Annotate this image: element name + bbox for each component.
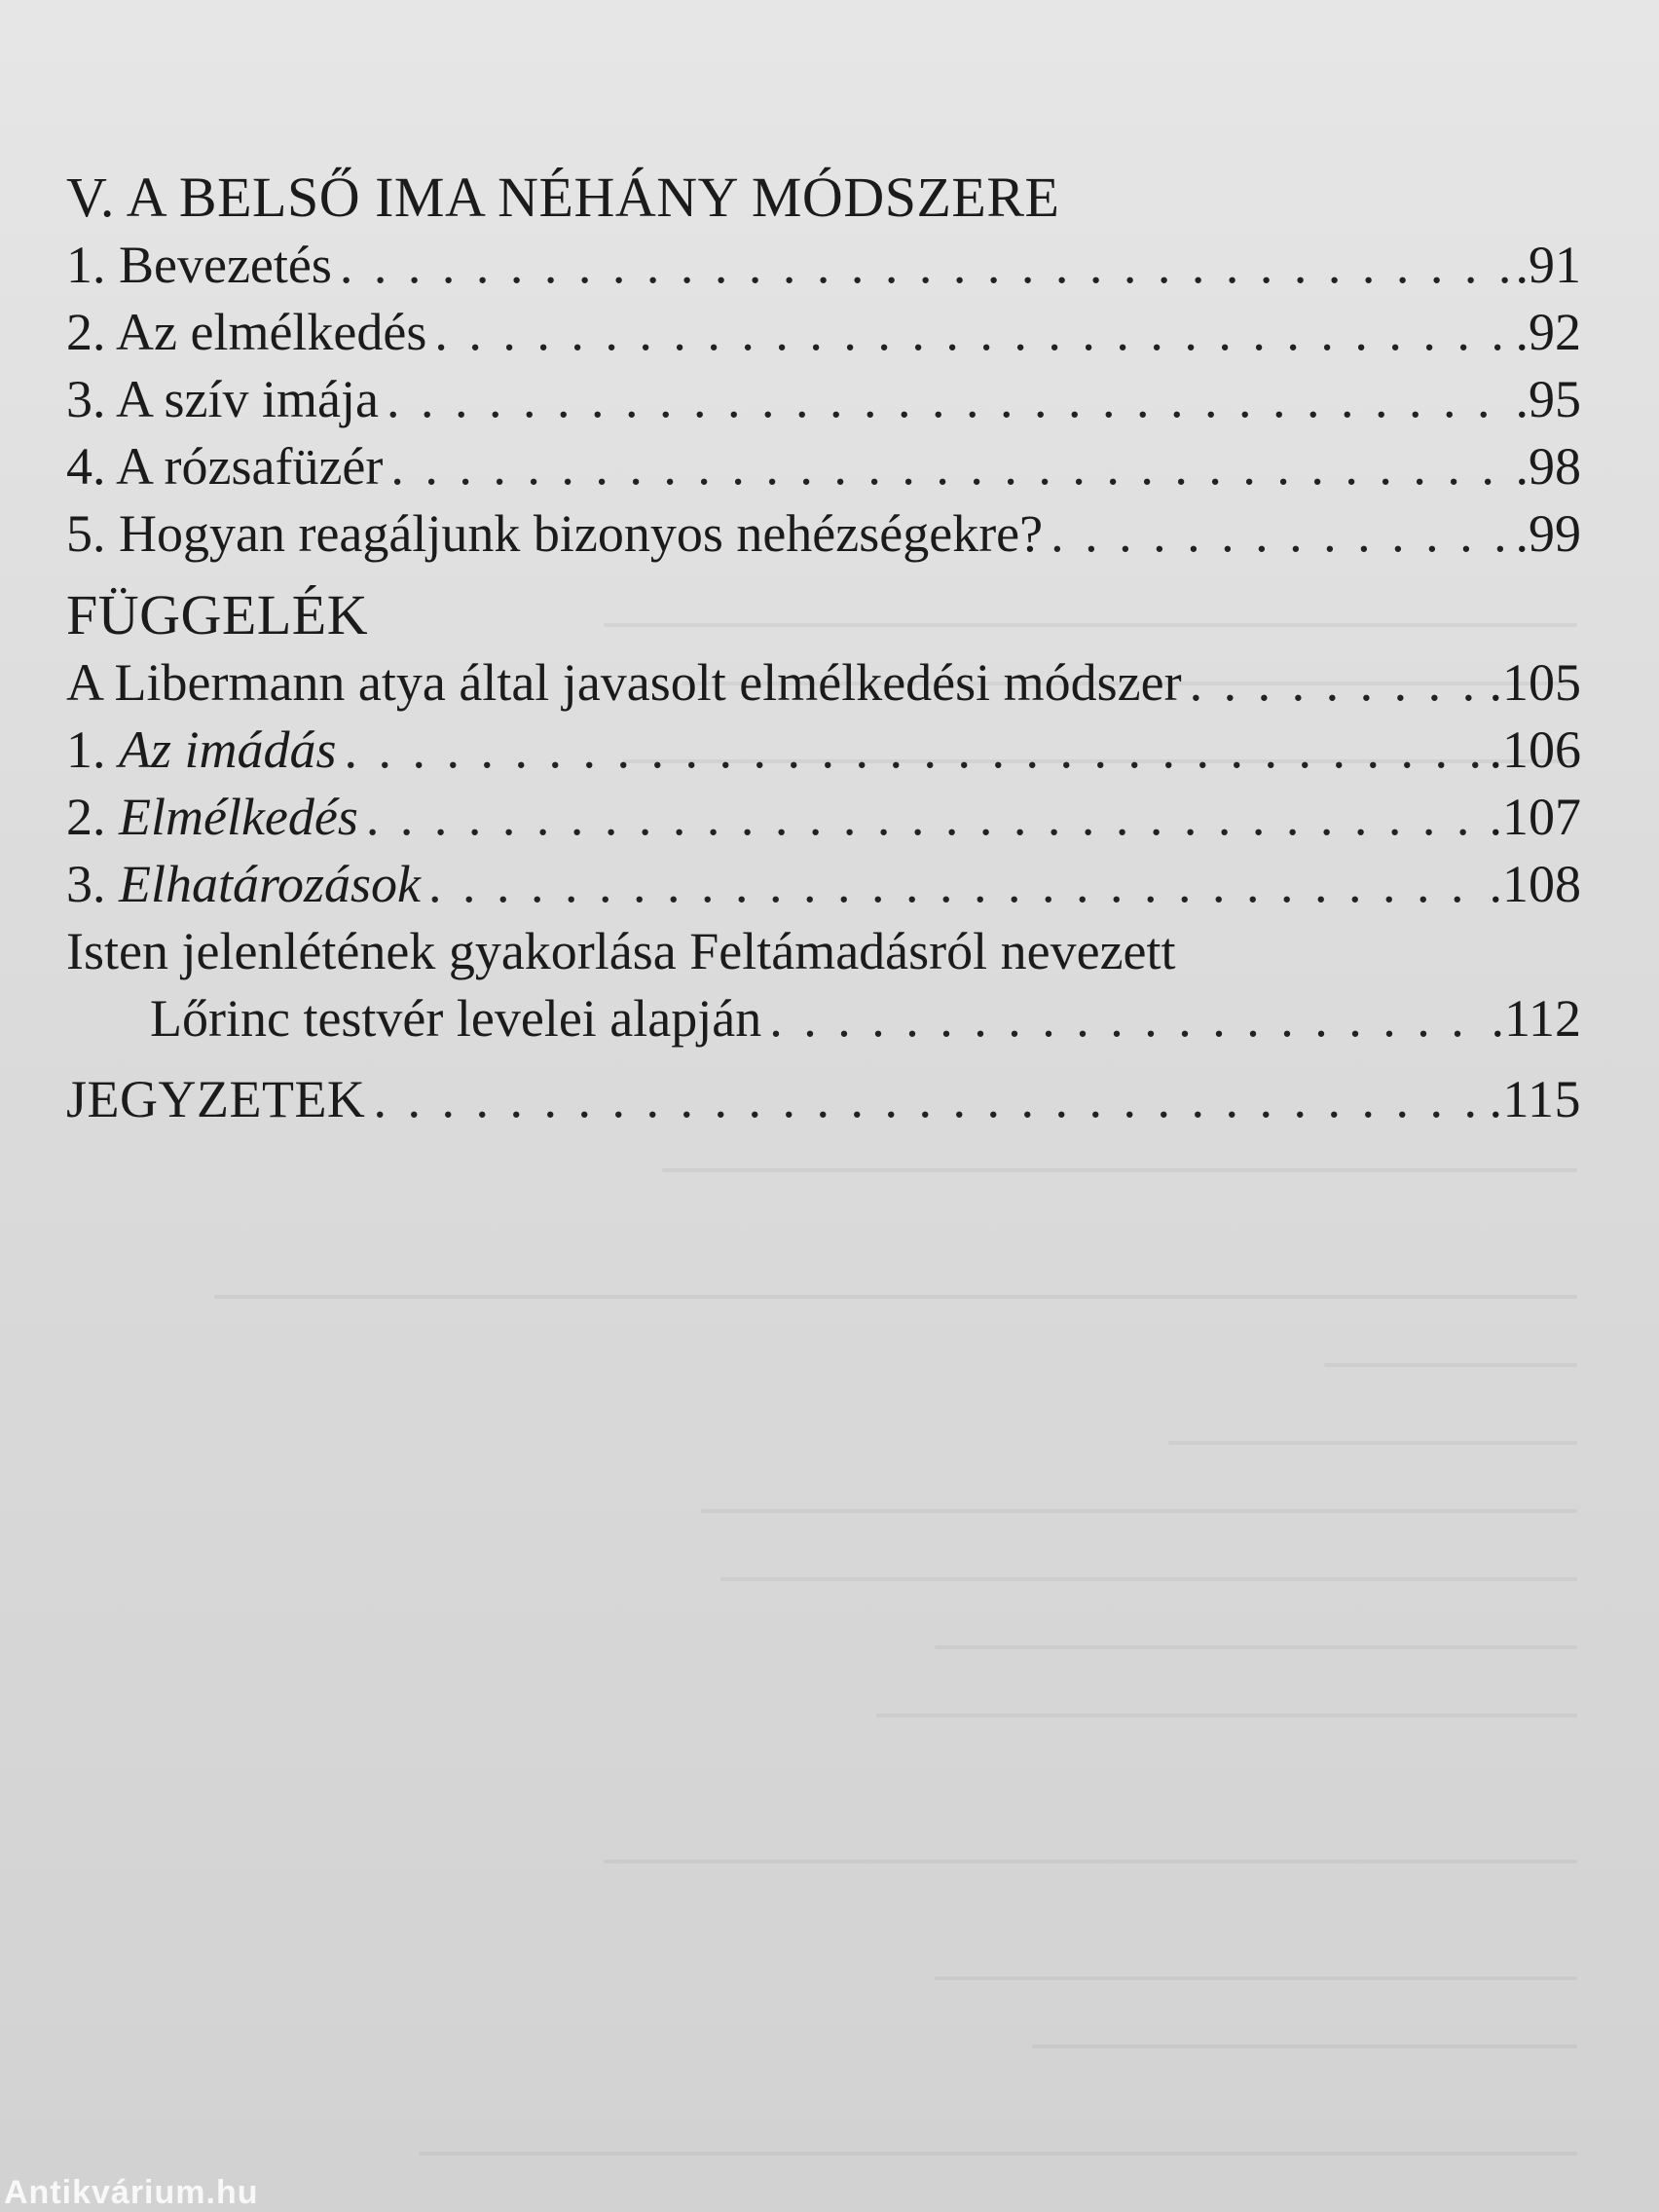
toc-entry-label: 3. A szív imája: [66, 370, 379, 428]
toc-entry-page: .95: [1515, 370, 1581, 428]
toc-entry-lorinc[interactable]: [66, 985, 1581, 1052]
toc-entry-number: 3.: [66, 855, 106, 913]
leader-dots: [1051, 500, 1507, 568]
toc-entry-libermann[interactable]: [66, 649, 1581, 717]
toc-entry-elmelkedes-appendix[interactable]: [66, 784, 1581, 851]
toc-entry-page: .105: [1489, 653, 1581, 712]
toc-entry-label: 1. Bevezetés: [66, 236, 332, 294]
toc-entry-number: 2.: [66, 788, 106, 846]
toc-entry-rozsafuzer[interactable]: [66, 433, 1581, 500]
toc-entry-page: .115: [1489, 1070, 1581, 1128]
toc-entry-elmelkedes[interactable]: [66, 299, 1581, 366]
toc-entry-lorinc-line1: Isten jelenlétének gyakorlása Feltámadásról nevezett: [66, 922, 1176, 980]
toc-entry-label: A Libermann atya által javasolt elmélkedési módszer: [66, 653, 1182, 712]
leader-dots: [1190, 649, 1482, 717]
leader-dots: [366, 784, 1482, 851]
toc-entry-label: JEGYZETEK: [66, 1070, 366, 1128]
toc-entry-title: Az imádás: [119, 720, 337, 779]
spacer: [66, 568, 1581, 581]
toc-entry-page: .108: [1489, 855, 1581, 913]
toc-entry-title: Elhatározások: [119, 855, 421, 913]
leader-dots: [428, 851, 1482, 918]
toc-entry-sziv-imaja[interactable]: [66, 366, 1581, 433]
toc-entry-label: 2. Az elmélkedés: [66, 303, 427, 361]
leader-dots: [340, 232, 1508, 299]
table-of-contents: [66, 164, 1581, 1133]
toc-entry-nehezsegek[interactable]: [66, 500, 1581, 568]
toc-entry-label: Lőrinc testvér levelei alapján: [150, 989, 762, 1048]
toc-entry-page: .91: [1515, 236, 1581, 294]
toc-entry-title: Elmélkedés: [119, 788, 358, 846]
toc-entry-page: .92: [1515, 303, 1581, 361]
toc-entry-page: .107: [1489, 788, 1581, 846]
section-v-title: V. A BELSŐ IMA NÉHÁNY MÓDSZERE: [66, 166, 1060, 229]
leader-dots: [373, 1066, 1481, 1133]
toc-entry-imadas[interactable]: [66, 717, 1581, 784]
leader-dots: [769, 985, 1483, 1052]
toc-entry-label: 5. Hogyan reagáljunk bizonyos nehézségekre?: [66, 504, 1044, 563]
toc-entry-label: [66, 717, 337, 784]
toc-entry-page: .106: [1489, 720, 1581, 779]
toc-entry-jegyzetek[interactable]: [66, 1066, 1581, 1133]
leader-dots: [345, 717, 1482, 784]
toc-entry-page: .112: [1491, 989, 1581, 1048]
toc-entry-page: .98: [1515, 437, 1581, 496]
toc-entry-bevezetes[interactable]: [66, 232, 1581, 299]
toc-entry-page: .99: [1515, 504, 1581, 563]
appendix-title: FÜGGELÉK: [66, 583, 369, 646]
toc-entry-elhatarozasok[interactable]: [66, 851, 1581, 918]
watermark-text: Antikvárium.hu: [4, 2174, 259, 2211]
toc-entry-label: [66, 784, 358, 851]
toc-entry-label: [66, 851, 421, 918]
spacer: [66, 1052, 1581, 1066]
leader-dots: [390, 433, 1507, 500]
toc-entry-number: 1.: [66, 720, 106, 779]
leader-dots: [434, 299, 1507, 366]
toc-entry-label: 4. A rózsafüzér: [66, 437, 384, 496]
leader-dots: [387, 366, 1508, 433]
